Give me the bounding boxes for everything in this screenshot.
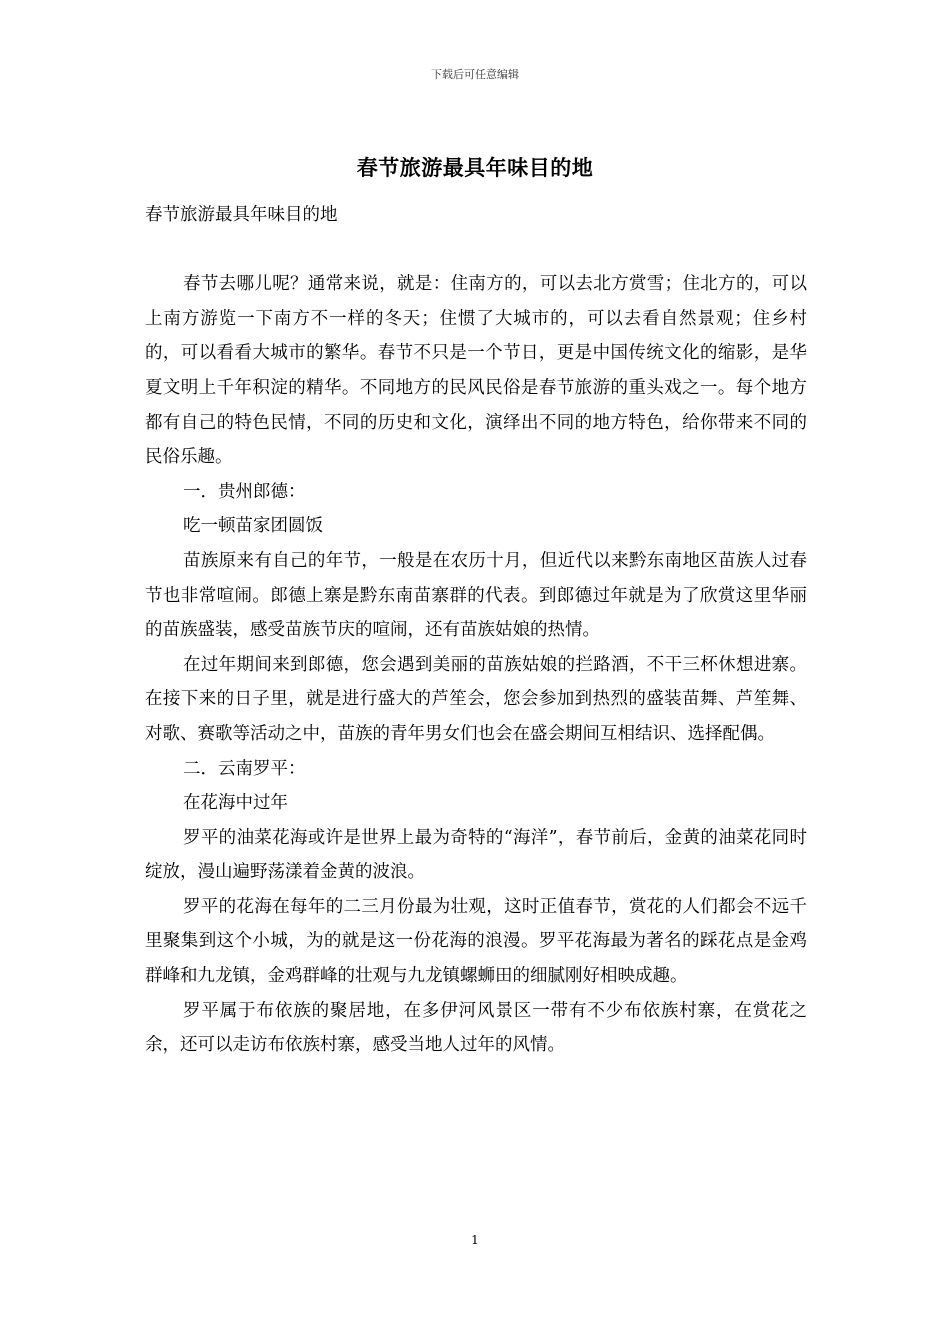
paragraph: 罗平属于布依族的聚居地，在多伊河风景区一带有不少布依族村寨，在赏花之余，还可以走访布依族村寨，感受当地人过年的风情。 [145,1000,807,1056]
paragraph: 罗平的油菜花海或许是世界上最为奇特的“海洋”，春节前后，金黄的油菜花同时绽放，漫山遍野荡漾着金黄的波浪。 [145,827,807,883]
intro-paragraph: 春节去哪儿呢？通常来说，就是：住南方的，可以去北方赏雪；住北方的，可以上南方游览一下南方不一样的冬天；住惯了大城市的，可以去看自然景观；住乡村的，可以看看大城市的繁华。春节不只是一个节日，更是中国传统文化的缩影，是华夏文明上千年积淀的精华。不同地方的民风民俗是春节旅游的重头戏之一。每个地方都有自己的特色民情，不同的历史和文化，演绎出不同的地方特色，给你带来不同的民俗乐趣。 [145,274,807,468]
document-title: 春节旅游最具年味目的地 [356,155,594,180]
paragraph: 罗平的花海在每年的二三月份最为壮观，这时正值春节，赏花的人们都会不远千里聚集到这个小城，为的就是这一份花海的浪漫。罗平花海最为著名的踩花点是金鸡群峰和九龙镇，金鸡群峰的壮观与九龙镇螺蛳田的细腻刚好相映成趣。 [145,896,807,987]
document-subtitle: 春节旅游最具年味目的地 [145,205,338,225]
section-heading-guizhou: 一．贵州郎德： [183,481,306,502]
document-body [145,198,807,1063]
section-heading-yunnan: 二．云南罗平： [183,758,306,779]
page-number: 1 [471,1233,479,1247]
section-subheading-yunnan: 在花海中过年 [183,793,288,814]
header-note: 下载后可任意编辑 [431,68,519,81]
paragraph: 苗族原来有自己的年节，一般是在农历十月，但近代以来黔东南地区苗族人过春节也非常喧闹。郎德上寨是黔东南苗寨群的代表。到郎德过年就是为了欣赏这里华丽的苗族盛装，感受苗族节庆的喧闹，还有苗族姑娘的热情。 [145,550,807,641]
paragraph: 在过年期间来到郎德，您会遇到美丽的苗族姑娘的拦路酒，不干三杯休想进寨。在接下来的日子里，就是进行盛大的芦笙会，您会参加到热烈的盛装苗舞、芦笙舞、对歌、赛歌等活动之中，苗族的青年男女们也会在盛会期间互相结识、选择配偶。 [145,654,807,744]
section-subheading-guizhou: 吃一顿苗家团圆饭 [183,516,323,537]
